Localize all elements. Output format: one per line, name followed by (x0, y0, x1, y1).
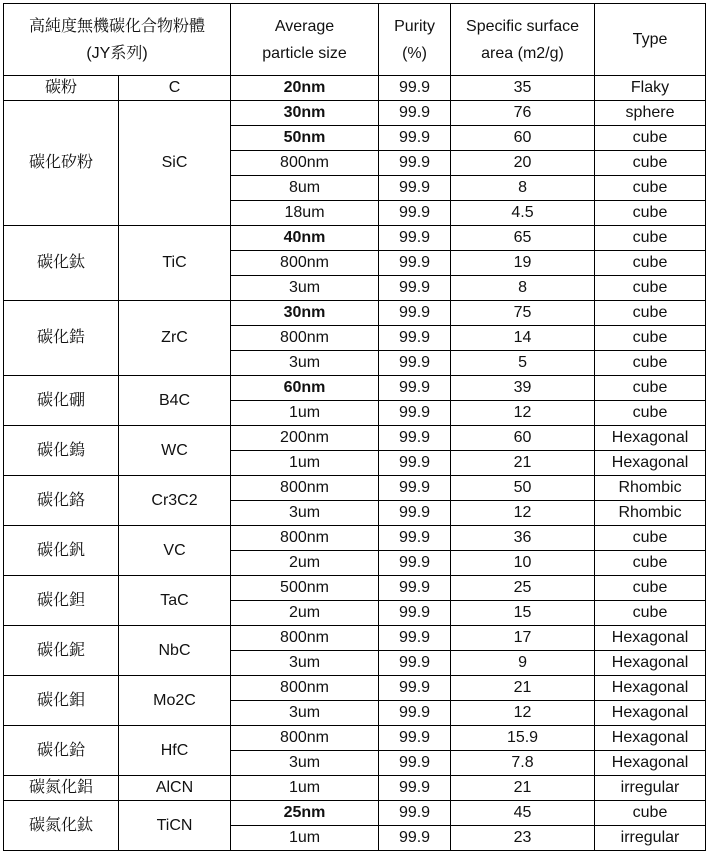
table-row (4, 76, 706, 101)
formula-cell: TiCN (119, 801, 231, 851)
purity-cell: 99.9 (379, 301, 451, 326)
header-size-line1: Average (274, 17, 335, 35)
purity-cell: 99.9 (379, 276, 451, 301)
particle-size-cell: 18um (231, 201, 379, 226)
particle-size-cell: 800nm (231, 251, 379, 276)
particle-size-cell: 800nm (231, 526, 379, 551)
table-row (4, 626, 706, 651)
surface-area-cell: 19 (451, 251, 595, 276)
surface-area-cell: 39 (451, 376, 595, 401)
surface-area-cell: 21 (451, 776, 595, 801)
header-row (4, 4, 706, 76)
type-cell: cube (595, 326, 706, 351)
table-row (4, 801, 706, 826)
header-purity-line2: (%) (402, 44, 427, 62)
type-cell: Hexagonal (595, 726, 706, 751)
surface-area-cell: 45 (451, 801, 595, 826)
type-cell: cube (595, 226, 706, 251)
purity-cell: 99.9 (379, 451, 451, 476)
type-cell: Hexagonal (595, 701, 706, 726)
type-cell: cube (595, 301, 706, 326)
surface-area-cell: 21 (451, 676, 595, 701)
purity-cell: 99.9 (379, 426, 451, 451)
type-cell: cube (595, 601, 706, 626)
particle-size-cell: 8um (231, 176, 379, 201)
particle-size-cell: 1um (231, 451, 379, 476)
material-name-cell: 碳氮化鈦 (4, 801, 119, 851)
purity-cell: 99.9 (379, 551, 451, 576)
material-name-cell: 碳化鋯 (4, 301, 119, 376)
surface-area-cell: 17 (451, 626, 595, 651)
type-cell: cube (595, 801, 706, 826)
type-cell: Rhombic (595, 476, 706, 501)
type-cell: cube (595, 551, 706, 576)
table-row (4, 526, 706, 551)
surface-area-cell: 9 (451, 651, 595, 676)
header-size-line2: particle size (262, 44, 347, 62)
surface-area-cell: 7.8 (451, 751, 595, 776)
header-product-name (4, 4, 231, 76)
table-row (4, 576, 706, 601)
formula-cell: TaC (119, 576, 231, 626)
formula-cell: NbC (119, 626, 231, 676)
surface-area-cell: 8 (451, 276, 595, 301)
particle-size-cell: 3um (231, 501, 379, 526)
formula-cell: Cr3C2 (119, 476, 231, 526)
header-name-series: (JY系列) (86, 44, 148, 62)
particle-size-cell: 3um (231, 276, 379, 301)
particle-size-cell: 30nm (231, 301, 379, 326)
material-name-cell: 碳氮化鋁 (4, 776, 119, 801)
purity-cell: 99.9 (379, 351, 451, 376)
formula-cell: TiC (119, 226, 231, 301)
type-cell: irregular (595, 826, 706, 851)
surface-area-cell: 50 (451, 476, 595, 501)
purity-cell: 99.9 (379, 126, 451, 151)
material-name-cell: 碳化鉬 (4, 676, 119, 726)
table-row (4, 426, 706, 451)
particle-size-cell: 500nm (231, 576, 379, 601)
purity-cell: 99.9 (379, 701, 451, 726)
material-name-cell: 碳粉 (4, 76, 119, 101)
type-cell: Hexagonal (595, 751, 706, 776)
surface-area-cell: 25 (451, 576, 595, 601)
product-table (3, 3, 706, 851)
surface-area-cell: 10 (451, 551, 595, 576)
header-type: Type (595, 4, 706, 76)
material-name-cell: 碳化釩 (4, 526, 119, 576)
purity-cell: 99.9 (379, 576, 451, 601)
formula-cell: WC (119, 426, 231, 476)
type-cell: Hexagonal (595, 626, 706, 651)
type-cell: cube (595, 401, 706, 426)
table-row (4, 101, 706, 126)
type-cell: cube (595, 201, 706, 226)
particle-size-cell: 3um (231, 701, 379, 726)
type-cell: cube (595, 526, 706, 551)
table-row (4, 226, 706, 251)
type-cell: Hexagonal (595, 676, 706, 701)
table-row (4, 676, 706, 701)
purity-cell: 99.9 (379, 326, 451, 351)
surface-area-cell: 60 (451, 126, 595, 151)
particle-size-cell: 800nm (231, 676, 379, 701)
purity-cell: 99.9 (379, 76, 451, 101)
type-cell: cube (595, 351, 706, 376)
particle-size-cell: 50nm (231, 126, 379, 151)
material-name-cell: 碳化鈮 (4, 626, 119, 676)
surface-area-cell: 5 (451, 351, 595, 376)
surface-area-cell: 35 (451, 76, 595, 101)
header-particle-size (231, 4, 379, 76)
formula-cell: ZrC (119, 301, 231, 376)
particle-size-cell: 1um (231, 776, 379, 801)
header-surface-area (451, 4, 595, 76)
material-name-cell: 碳化鉭 (4, 576, 119, 626)
particle-size-cell: 1um (231, 826, 379, 851)
type-cell: sphere (595, 101, 706, 126)
header-area-line2: area (m2/g) (481, 44, 564, 62)
type-cell: cube (595, 276, 706, 301)
surface-area-cell: 23 (451, 826, 595, 851)
formula-cell: AlCN (119, 776, 231, 801)
purity-cell: 99.9 (379, 376, 451, 401)
purity-cell: 99.9 (379, 476, 451, 501)
type-cell: Hexagonal (595, 426, 706, 451)
formula-cell: VC (119, 526, 231, 576)
purity-cell: 99.9 (379, 501, 451, 526)
type-cell: cube (595, 151, 706, 176)
surface-area-cell: 8 (451, 176, 595, 201)
surface-area-cell: 20 (451, 151, 595, 176)
type-cell: irregular (595, 776, 706, 801)
material-name-cell: 碳化硼 (4, 376, 119, 426)
particle-size-cell: 2um (231, 601, 379, 626)
surface-area-cell: 60 (451, 426, 595, 451)
surface-area-cell: 15 (451, 601, 595, 626)
table-row (4, 726, 706, 751)
table-wrapper (3, 3, 706, 851)
material-name-cell: 碳化矽粉 (4, 101, 119, 226)
type-cell: cube (595, 576, 706, 601)
surface-area-cell: 12 (451, 401, 595, 426)
table-row (4, 376, 706, 401)
type-cell: cube (595, 376, 706, 401)
purity-cell: 99.9 (379, 751, 451, 776)
purity-cell: 99.9 (379, 801, 451, 826)
particle-size-cell: 30nm (231, 101, 379, 126)
purity-cell: 99.9 (379, 251, 451, 276)
purity-cell: 99.9 (379, 176, 451, 201)
particle-size-cell: 1um (231, 401, 379, 426)
particle-size-cell: 800nm (231, 626, 379, 651)
purity-cell: 99.9 (379, 826, 451, 851)
particle-size-cell: 20nm (231, 76, 379, 101)
header-area-line1: Specific surface (466, 17, 579, 35)
formula-cell: B4C (119, 376, 231, 426)
surface-area-cell: 14 (451, 326, 595, 351)
header-name-zh: 高純度無機碳化合物粉體 (29, 17, 206, 35)
surface-area-cell: 12 (451, 701, 595, 726)
type-cell: cube (595, 176, 706, 201)
material-name-cell: 碳化鈦 (4, 226, 119, 301)
purity-cell: 99.9 (379, 401, 451, 426)
surface-area-cell: 36 (451, 526, 595, 551)
type-cell: Hexagonal (595, 451, 706, 476)
table-body (4, 76, 706, 851)
particle-size-cell: 800nm (231, 476, 379, 501)
formula-cell: Mo2C (119, 676, 231, 726)
particle-size-cell: 800nm (231, 326, 379, 351)
type-cell: cube (595, 251, 706, 276)
particle-size-cell: 3um (231, 751, 379, 776)
surface-area-cell: 21 (451, 451, 595, 476)
particle-size-cell: 3um (231, 351, 379, 376)
type-cell: cube (595, 126, 706, 151)
purity-cell: 99.9 (379, 726, 451, 751)
particle-size-cell: 25nm (231, 801, 379, 826)
type-cell: Rhombic (595, 501, 706, 526)
header-purity (379, 4, 451, 76)
type-cell: Flaky (595, 76, 706, 101)
particle-size-cell: 800nm (231, 726, 379, 751)
purity-cell: 99.9 (379, 776, 451, 801)
material-name-cell: 碳化鉿 (4, 726, 119, 776)
particle-size-cell: 2um (231, 551, 379, 576)
particle-size-cell: 800nm (231, 151, 379, 176)
particle-size-cell: 60nm (231, 376, 379, 401)
type-cell: Hexagonal (595, 651, 706, 676)
particle-size-cell: 40nm (231, 226, 379, 251)
table-row (4, 476, 706, 501)
surface-area-cell: 75 (451, 301, 595, 326)
purity-cell: 99.9 (379, 101, 451, 126)
material-name-cell: 碳化鎢 (4, 426, 119, 476)
purity-cell: 99.9 (379, 526, 451, 551)
purity-cell: 99.9 (379, 601, 451, 626)
header-purity-line1: Purity (394, 17, 435, 35)
surface-area-cell: 12 (451, 501, 595, 526)
purity-cell: 99.9 (379, 201, 451, 226)
table-row (4, 301, 706, 326)
formula-cell: SiC (119, 101, 231, 226)
purity-cell: 99.9 (379, 651, 451, 676)
formula-cell: C (119, 76, 231, 101)
table-row (4, 776, 706, 801)
surface-area-cell: 15.9 (451, 726, 595, 751)
surface-area-cell: 76 (451, 101, 595, 126)
purity-cell: 99.9 (379, 626, 451, 651)
surface-area-cell: 65 (451, 226, 595, 251)
purity-cell: 99.9 (379, 676, 451, 701)
purity-cell: 99.9 (379, 226, 451, 251)
formula-cell: HfC (119, 726, 231, 776)
material-name-cell: 碳化鉻 (4, 476, 119, 526)
purity-cell: 99.9 (379, 151, 451, 176)
surface-area-cell: 4.5 (451, 201, 595, 226)
particle-size-cell: 3um (231, 651, 379, 676)
particle-size-cell: 200nm (231, 426, 379, 451)
